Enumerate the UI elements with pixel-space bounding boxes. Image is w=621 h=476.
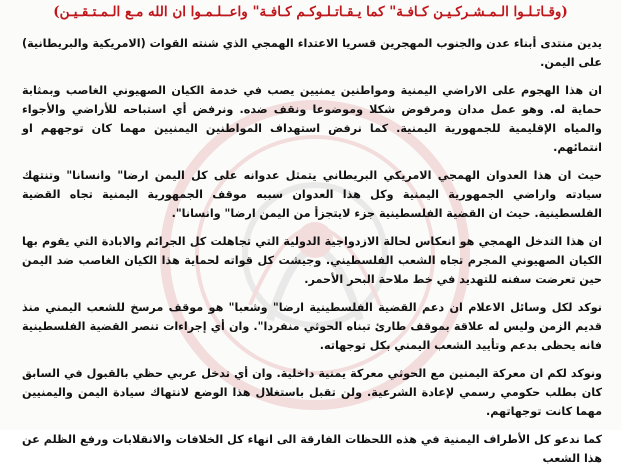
header-verse: (وقـاتـلـوا الـمـشـركـيـن كـافـة" كما يـقـاتـلـوكـم كـافـة" واعــلـمـوا ان الله مـع الـمـتـقـيـن): [53, 4, 568, 20]
paragraph-2: ان هذا الهجوم على الاراضي اليمنية ومواطنين يمنيين يصب في خدمة الكيان الصهيوني الغاصب وبمثابة حماية له. وهو عمل مدان ومرفوض شكلا وموضوعا ونقف ضده. ونرفض أي استباحه للأراضي والأجواء والمياه الإقليمية للجمهورية اليمنية. كما نرفض استهداف المواطنين اليمنيين مهما كان توجههم او انتمائهم.: [22, 84, 602, 154]
paragraph-5: نوكد لكل وسائل الاعلام ان دعم القضية الفلسطينية ارضا" وشعبا" هو موقف مرسخ للشعب اليمني منذ قديم الزمن وليس له علاقة بموقف طارئ تبناه الحوثي منفردا". وان أي إجراءات تنصر القضية الفلسطينية فانه يحظى بدعم وتأييد الشعب اليمني بكل توجهاته.: [22, 301, 602, 352]
paragraph-6: ونوكد لكم ان معركة اليمنين مع الحوثي معركة يمنية داخلية. وان أي تدخل عربي حظي بالقبول في السابق كان بطلب حكومي رسمي لإعادة الشرعية. ولن تقبل باستغلال هذا الوضع لانتهاك سيادة اليمن واليمنيين مهما كانت توجهاتهم.: [22, 367, 602, 418]
paragraph-3: حيث ان هذا العدوان الهمجي الامريكي البريطاني يتمثل عدوانه على كل اليمن ارضا" وانسانا" وتنتهك سيادته واراضي الجمهورية اليمنية وكل هذا العدوان سببه موقف الجمهورية اليمنية تجاه القضية الفلسطينية. حيث ان القضية الفلسطينية جزء لايتجزأ من اليمن ارضا" وانسانا".: [22, 169, 602, 220]
paragraph-4: ان هذا التدخل الهمجي هو انعكاس لحالة الازدواجية الدولية التي تجاهلت كل الجرائم والابادة التي يقوم بها الكيان الصهيوني المجرم تجاه الشعب الفلسطيني. وجيشت كل قواته لحماية هذا الكيان الغاصب ضد اليمن حين تعرضت سفنه للتهديد في خط ملاحة البحر الأحمر.: [22, 235, 602, 286]
paragraph-1: يدين منتدى أبناء عدن والجنوب المهجرين قسريا الاعتداء الهمجي الذي شنته القوات (الامريكية والبريطانية) على اليمن.: [22, 37, 602, 69]
statement-body: [22, 34, 602, 476]
paragraph-7: كما ندعو كل الأطراف اليمنية في هذه اللحظات الفارقة الى انهاء كل الخلافات والانقلابات ورفع الظلم عن هذا الشعب: [22, 433, 602, 465]
